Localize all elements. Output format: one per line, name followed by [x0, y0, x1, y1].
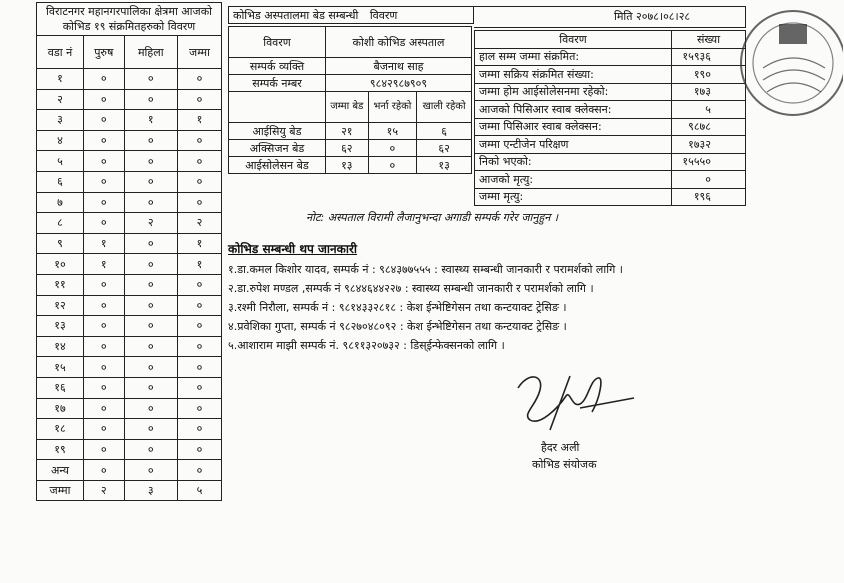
male-cell: ०	[84, 151, 125, 172]
ward-cell: १२	[37, 295, 84, 316]
bed-section-header	[228, 6, 474, 24]
summary-row	[475, 101, 746, 119]
bed-total-cell: ६२	[326, 140, 369, 157]
bed-total-cell: १३	[326, 157, 369, 174]
ward-cell: १५	[37, 357, 84, 378]
female-cell: ०	[124, 171, 177, 192]
bed-total-cell: २१	[326, 123, 369, 140]
male-cell: ०	[84, 213, 125, 234]
contact-list	[228, 260, 778, 355]
male-cell: ०	[84, 316, 125, 337]
summary-value: १५९३६	[672, 48, 746, 66]
female-cell: ०	[124, 460, 177, 481]
ward-cell: १४	[37, 336, 84, 357]
bed-admitted-cell: १५	[368, 123, 417, 140]
hospital-note: नोट: अस्पताल विरामी लैजानुभन्दा अगाडी सम्पर्क गरेर जानुहुन ।	[306, 211, 559, 224]
female-cell: ०	[124, 336, 177, 357]
ward-row	[37, 171, 222, 192]
male-cell: ०	[84, 192, 125, 213]
summary-value: १७३	[672, 83, 746, 101]
female-cell: ०	[124, 357, 177, 378]
ward-row	[37, 233, 222, 254]
summary-row	[475, 188, 746, 206]
summary-label: जम्मा मृत्यु:	[475, 188, 672, 206]
bed-admitted-cell: ०	[368, 140, 417, 157]
female-cell: ०	[124, 274, 177, 295]
summary-row	[475, 136, 746, 154]
summary-table	[474, 30, 746, 206]
contact-number: ९८४२९८७९०९	[326, 75, 472, 92]
female-cell: ०	[124, 419, 177, 440]
male-cell: ०	[84, 274, 125, 295]
summary-value: १९०	[672, 66, 746, 84]
ward-row	[37, 89, 222, 110]
ward-row	[37, 316, 222, 337]
contact-person-label: सम्पर्क व्यक्ति	[229, 58, 326, 75]
header-ward: वडा नं	[37, 36, 84, 69]
contact-item: २.डा.रुपेश मण्डल ,सम्पर्क नं ९८४४६४४२२७ : स्वास्थ्य सम्बन्धी जानकारी र परामर्शको लागि ।	[228, 282, 594, 295]
summary-value: १९६	[672, 188, 746, 206]
ward-cell: १३	[37, 316, 84, 337]
contact-item: ३.रश्मी निरौला, सम्पर्क नं : ९८१४३३२८१८ : केश ईन्भेष्टिगेसन तथा कन्टयाक्ट ट्रेसिङ ।	[228, 301, 567, 314]
ward-cell: १६	[37, 377, 84, 398]
summary-row	[475, 153, 746, 171]
ward-cell: अन्य	[37, 460, 84, 481]
bed-empty-cell: ६२	[417, 140, 472, 157]
contact-number-label: सम्पर्क नम्बर	[229, 75, 326, 92]
total-cell: ०	[177, 89, 221, 110]
ward-cell: २	[37, 89, 84, 110]
ward-cell: ५	[37, 151, 84, 172]
male-cell: ०	[84, 377, 125, 398]
total-cell: ०	[177, 460, 221, 481]
summary-label: आजको पिसिआर स्वाब क्लेक्सन:	[475, 101, 672, 119]
total-cell: ०	[177, 377, 221, 398]
ward-cell: ८	[37, 213, 84, 234]
female-cell: ०	[124, 254, 177, 275]
male-cell: ०	[84, 460, 125, 481]
total-cell: ०	[177, 192, 221, 213]
ward-cell: १	[37, 69, 84, 90]
bed-row	[229, 157, 472, 174]
bed-name-cell: आईसियु बेड	[229, 123, 326, 140]
total-cell: ०	[177, 151, 221, 172]
total-bed-header: जम्मा बेड	[326, 92, 369, 123]
ward-cell: ११	[37, 274, 84, 295]
empty-header: खाली रहेको	[417, 92, 472, 123]
male-cell: ०	[84, 419, 125, 440]
summary-value: ५	[672, 101, 746, 119]
female-cell: २	[124, 213, 177, 234]
total-cell: २	[177, 213, 221, 234]
bed-name-cell: अक्सिजन बेड	[229, 140, 326, 157]
female-cell: ०	[124, 192, 177, 213]
summary-row	[475, 48, 746, 66]
ward-cell: ९	[37, 233, 84, 254]
summary-label: आजको मृत्यु:	[475, 171, 672, 189]
bed-admitted-cell: ०	[368, 157, 417, 174]
bed-table	[228, 26, 472, 174]
male-cell: ०	[84, 89, 125, 110]
summary-value: १७३२	[672, 136, 746, 154]
summary-row	[475, 66, 746, 84]
male-cell: ०	[84, 295, 125, 316]
bed-empty-cell: ६	[417, 123, 472, 140]
female-cell: ०	[124, 69, 177, 90]
female-cell: ०	[124, 398, 177, 419]
report-date: मिति २०७८।०८।२८	[474, 6, 746, 28]
male-cell: ०	[84, 171, 125, 192]
total-cell: ०	[177, 130, 221, 151]
total-cell: ०	[177, 69, 221, 90]
bed-type-header-blank	[229, 92, 326, 123]
ward-row	[37, 130, 222, 151]
summary-header	[475, 31, 746, 49]
female-cell: १	[124, 110, 177, 131]
bed-section-title: कोभिड अस्पतालमा बेड सम्बन्धी	[233, 9, 359, 22]
header-total: जम्मा	[177, 36, 221, 69]
male-cell: २	[84, 480, 125, 501]
male-cell: ०	[84, 439, 125, 460]
ward-cell: १७	[37, 398, 84, 419]
male-cell: ०	[84, 69, 125, 90]
male-cell: १	[84, 233, 125, 254]
ward-row	[37, 213, 222, 234]
ward-row	[37, 377, 222, 398]
ward-row	[37, 460, 222, 481]
ward-row	[37, 357, 222, 378]
total-cell: १	[177, 254, 221, 275]
header-female: महिला	[124, 36, 177, 69]
summary-row	[475, 83, 746, 101]
ward-cell: जम्मा	[37, 480, 84, 501]
ward-row	[37, 69, 222, 90]
ward-row	[37, 419, 222, 440]
signer-title: कोभिड संयोजक	[532, 458, 597, 471]
summary-header-count: संख्या	[672, 31, 746, 49]
ward-row	[37, 254, 222, 275]
contact-item: १.डा.कमल किशोर यादव, सम्पर्क नं : ९८४३७७५५५ : स्वास्थ्य सम्बन्धी जानकारी र परामर्शको लागि ।	[228, 263, 623, 276]
ward-table-header	[37, 36, 222, 69]
contact-item: ४.प्रवेशिका गुप्ता, सम्पर्क नं ९८२७०४८०९२ : केश ईन्भेष्टिगेसन तथा कन्टयाक्ट ट्रेसिङ ।	[228, 320, 567, 333]
summary-value: ९८७८	[672, 118, 746, 136]
female-cell: ०	[124, 295, 177, 316]
admitted-header: भर्ना रहेको	[368, 92, 417, 123]
ward-cell: ६	[37, 171, 84, 192]
ward-cell: ४	[37, 130, 84, 151]
summary-label: जम्मा पिसिआर स्वाब क्लेक्सन:	[475, 118, 672, 136]
ward-cases-section	[36, 2, 222, 501]
summary-row	[475, 171, 746, 189]
summary-label: जम्मा एन्टीजेन परिक्षण	[475, 136, 672, 154]
total-cell: ०	[177, 336, 221, 357]
male-cell: १	[84, 254, 125, 275]
female-cell: ०	[124, 89, 177, 110]
male-cell: ०	[84, 110, 125, 131]
ward-table-title: विराटनगर महानगरपालिका क्षेत्रमा आजको कोभिड १९ संक्रमितहरुको विवरण	[36, 2, 222, 35]
ward-row	[37, 110, 222, 131]
male-cell: ०	[84, 398, 125, 419]
contact-item: ५.आशाराम माझी सम्पर्क नं. ९८११३२०७३२ : डिस्ईन्फेक्सनको लागि ।	[228, 339, 505, 352]
ward-row	[37, 274, 222, 295]
signature-image	[510, 368, 640, 438]
female-cell: ३	[124, 480, 177, 501]
ward-row	[37, 439, 222, 460]
summary-label: निको भएको:	[475, 153, 672, 171]
contact-person: बैजनाथ साह	[326, 58, 472, 75]
signer-name: हैदर अली	[541, 441, 580, 454]
summary-label: हाल सम्म जम्मा संक्रमित:	[475, 48, 672, 66]
ward-cell: ७	[37, 192, 84, 213]
summary-row	[475, 118, 746, 136]
female-cell: ०	[124, 233, 177, 254]
total-cell: १	[177, 233, 221, 254]
female-cell: ०	[124, 316, 177, 337]
summary-label: जम्मा होम आईसोलेसनमा रहेको:	[475, 83, 672, 101]
ward-cell: १९	[37, 439, 84, 460]
total-cell: ०	[177, 316, 221, 337]
male-cell: ०	[84, 336, 125, 357]
ward-cell: ३	[37, 110, 84, 131]
male-cell: ०	[84, 357, 125, 378]
total-cell: ०	[177, 419, 221, 440]
total-cell: ५	[177, 480, 221, 501]
ward-row	[37, 192, 222, 213]
ward-row	[37, 398, 222, 419]
ward-cell: १८	[37, 419, 84, 440]
ward-row	[37, 295, 222, 316]
total-cell: १	[177, 110, 221, 131]
total-cell: ०	[177, 398, 221, 419]
bed-name-cell: आईसोलेसन बेड	[229, 157, 326, 174]
female-cell: ०	[124, 377, 177, 398]
ward-row	[37, 480, 222, 501]
male-cell: ०	[84, 130, 125, 151]
bed-section-title-right: विवरण	[369, 9, 398, 22]
female-cell: ०	[124, 439, 177, 460]
summary-header-detail: विवरण	[475, 31, 672, 49]
info-title: कोभिड सम्बन्धी थप जानकारी	[228, 242, 357, 256]
summary-value: ०	[672, 171, 746, 189]
bed-row	[229, 123, 472, 140]
total-cell: ०	[177, 357, 221, 378]
female-cell: ०	[124, 151, 177, 172]
summary-value: १५५५०	[672, 153, 746, 171]
bed-row	[229, 140, 472, 157]
office-stamp	[733, 8, 843, 118]
bed-detail-label: विवरण	[229, 27, 326, 58]
bed-empty-cell: १३	[417, 157, 472, 174]
total-cell: ०	[177, 274, 221, 295]
ward-cell: १०	[37, 254, 84, 275]
total-cell: ०	[177, 439, 221, 460]
hospital-name: कोशी कोभिड अस्पताल	[326, 27, 472, 58]
header-male: पुरुष	[84, 36, 125, 69]
total-cell: ०	[177, 171, 221, 192]
total-cell: ०	[177, 295, 221, 316]
ward-row	[37, 336, 222, 357]
ward-cases-table	[36, 35, 222, 501]
summary-label: जम्मा सक्रिय संक्रमित संख्या:	[475, 66, 672, 84]
female-cell: ०	[124, 130, 177, 151]
ward-row	[37, 151, 222, 172]
